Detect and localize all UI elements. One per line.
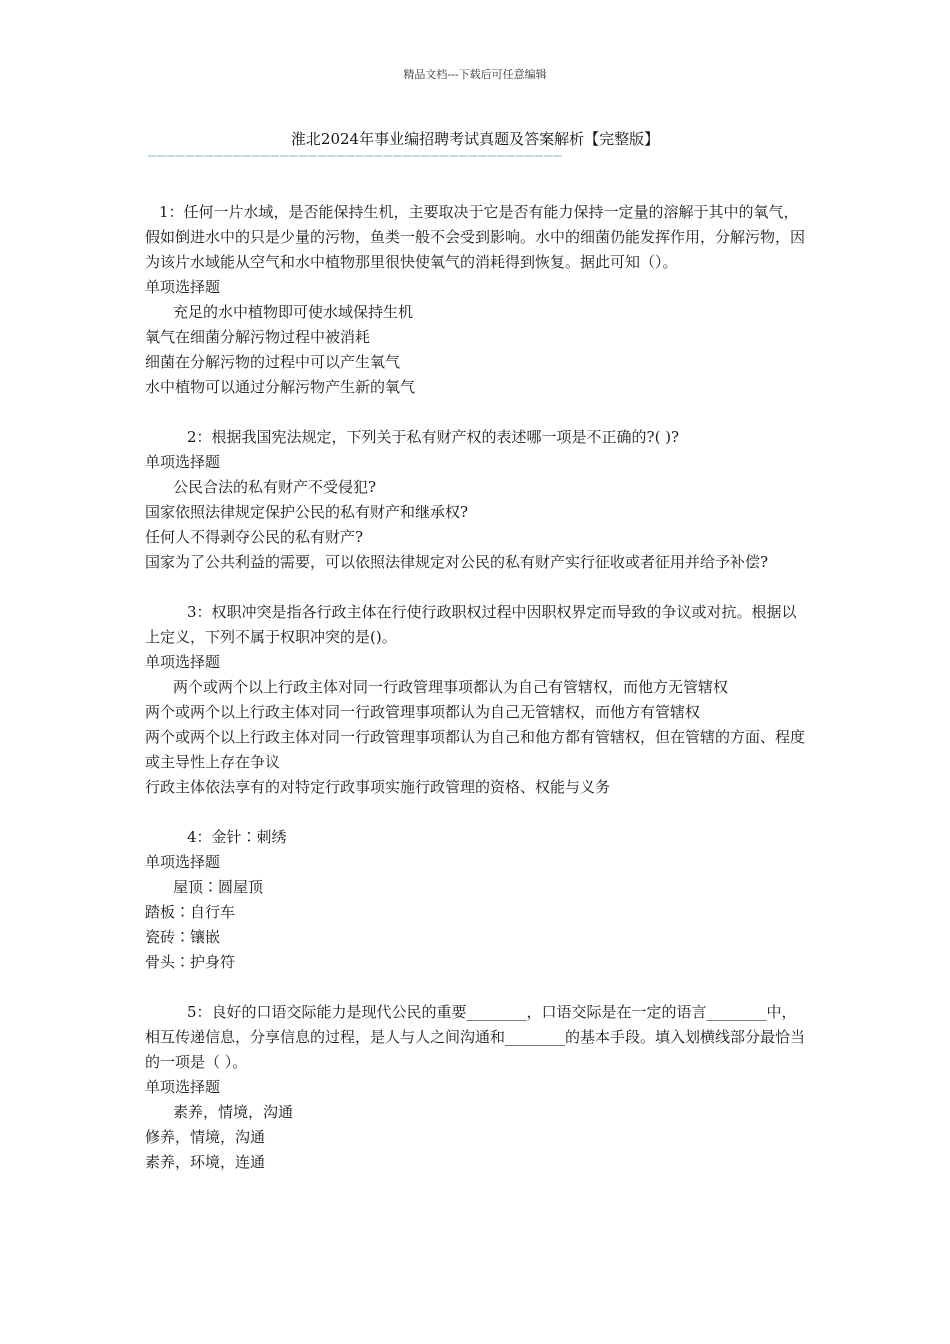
option: 任何人不得剥夺公民的私有财产?: [145, 528, 364, 546]
option: 国家为了公共利益的需要，可以依照法律规定对公民的私有财产实行征收或者征用并给予补偿?: [145, 553, 769, 571]
title-divider: ————————————————————————————————————————————: [148, 148, 563, 162]
option: 素养，环境，连通: [145, 1153, 266, 1171]
header-note: 精品文档---下载后可任意编辑: [403, 68, 547, 81]
option: 氧气在细菌分解污物过程中被消耗: [145, 328, 371, 346]
spacer: [145, 975, 810, 1000]
question-4: [145, 825, 810, 975]
option: 踏板∶自行车: [145, 903, 236, 921]
option: 公民合法的私有财产不受侵犯?: [173, 478, 377, 496]
question-type: 单项选择题: [145, 278, 221, 296]
question-stem: 4：金针∶刺绣: [187, 828, 287, 846]
option: 两个或两个以上行政主体对同一行政管理事项都认为自己和他方都有管辖权，但在管辖的方面、程度或主导性上存在争议: [145, 728, 806, 771]
question-stem: 2：根据我国宪法规定，下列关于私有财产权的表述哪一项是不正确的?( )?: [187, 428, 680, 446]
option: 瓷砖∶镶嵌: [145, 928, 221, 946]
option: 两个或两个以上行政主体对同一行政管理事项都认为自己无管辖权，而他方有管辖权: [145, 703, 701, 721]
question-stem: 3：权职冲突是指各行政主体在行使行政职权过程中因职权界定而导致的争议或对抗。根据以上定义，下列不属于权职冲突的是()。: [145, 603, 797, 646]
question-stem: 1：任何一片水域，是否能保持生机，主要取决于它是否有能力保持一定量的溶解于其中的氧气，假如倒进水中的只是少量的污物，鱼类一般不会受到影响。水中的细菌仍能发挥作用，分解污物，因为该片水域能从空气和水中植物那里很快使氧气的消耗得到恢复。据此可知（）。: [145, 203, 806, 271]
question-1: [145, 200, 810, 400]
question-3: [145, 600, 810, 800]
option: 细菌在分解污物的过程中可以产生氧气: [145, 353, 401, 371]
spacer: [145, 800, 810, 825]
question-type: 单项选择题: [145, 853, 221, 871]
question-5: [145, 1000, 810, 1175]
question-type: 单项选择题: [145, 453, 221, 471]
question-type: 单项选择题: [145, 1078, 221, 1096]
option: 行政主体依法享有的对特定行政事项实施行政管理的资格、权能与义务: [145, 778, 611, 796]
option: 充足的水中植物即可使水域保持生机: [173, 303, 414, 321]
question-type: 单项选择题: [145, 653, 221, 671]
option: 水中植物可以通过分解污物产生新的氧气: [145, 378, 416, 396]
option: 素养，情境，沟通: [173, 1103, 294, 1121]
option: 骨头∶护身符: [145, 953, 236, 971]
question-list: [145, 200, 810, 1175]
question-stem: 5：良好的口语交际能力是现代公民的重要________，口语交际是在一定的语言________中，相互传递信息，分享信息的过程，是人与人之间沟通和________的基本手段。填入划横线部分最恰当的一项是（ ）。: [145, 1003, 806, 1071]
question-2: [145, 425, 810, 575]
spacer: [145, 575, 810, 600]
spacer: [145, 400, 810, 425]
option: 屋顶∶圆屋顶: [173, 878, 264, 896]
document-title: 淮北2024年事业编招聘考试真题及答案解析【完整版】: [290, 130, 660, 148]
option: 修养，情境，沟通: [145, 1128, 266, 1146]
option: 两个或两个以上行政主体对同一行政管理事项都认为自己有管辖权，而他方无管辖权: [173, 678, 729, 696]
option: 国家依照法律规定保护公民的私有财产和继承权?: [145, 503, 469, 521]
